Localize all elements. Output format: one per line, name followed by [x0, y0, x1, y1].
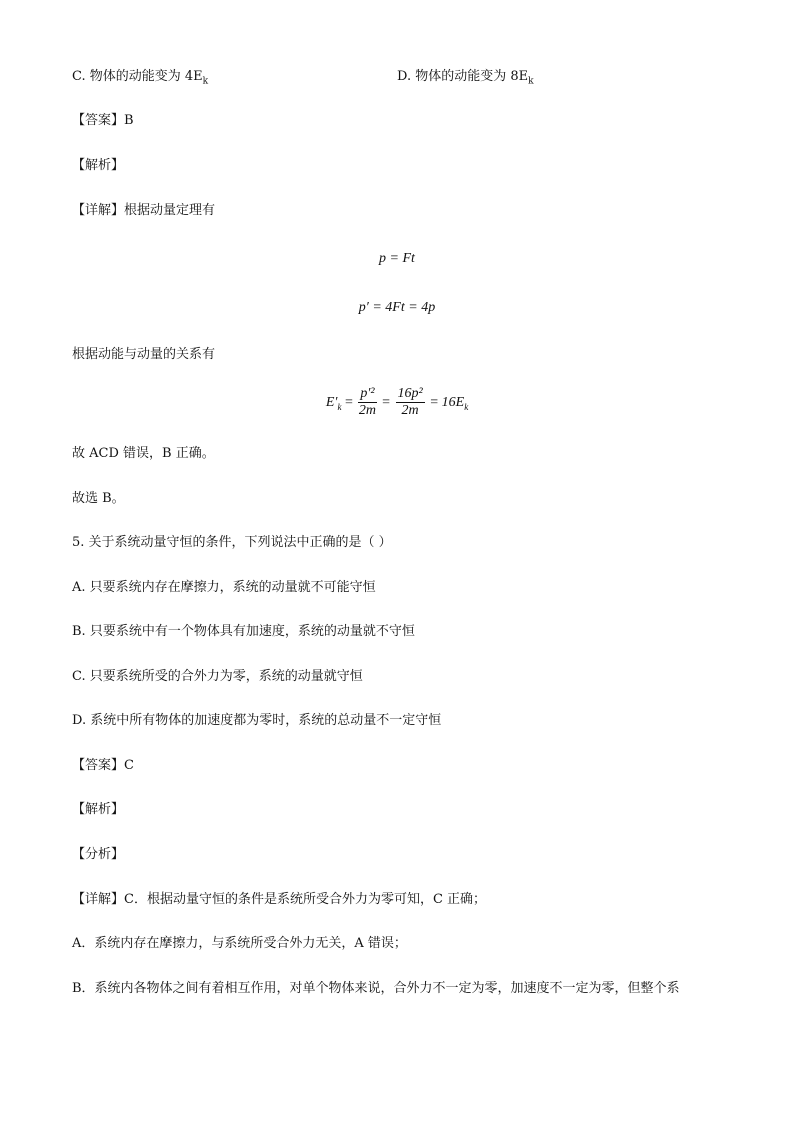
q5-analysis: 【解析】: [72, 802, 125, 817]
q4-detail: 【详解】根据动量定理有: [72, 203, 216, 218]
q5-answer: 【答案】C: [72, 758, 134, 773]
q5-option-d: D. 系统中所有物体的加速度都为零时，系统的总动量不一定守恒: [72, 713, 442, 728]
q4-equation-3: $E'_k$ = $\frac{\text{p′²}}{2m}$ = $\frac{\text{16p²}}{2m}$ = $16E_k$: [325, 386, 469, 419]
option-d-sub: k: [528, 76, 534, 87]
q5-option-a: A. 只要系统内存在摩擦力，系统的动量就不可能守恒: [72, 580, 376, 595]
q5-line-a: A．系统内存在摩擦力，与系统所受合外力无关，A 错误；: [72, 936, 407, 951]
option-d-text: D. 物体的动能变为 8E: [397, 69, 529, 84]
eq3-rhs: 16E: [441, 395, 465, 410]
option-c-text: C. 物体的动能变为 4E: [72, 69, 203, 84]
eq3-lhs-sub: k: [337, 401, 342, 412]
q4-relation: 根据动能与动量的关系有: [72, 347, 216, 362]
q5-stem: 5. 关于系统动量守恒的条件，下列说法中正确的是（ ）: [72, 535, 392, 550]
eq3-lhs: E′: [325, 395, 338, 410]
q4-answer: 【答案】B: [72, 113, 134, 128]
q4-choice: 故选 B。: [72, 491, 125, 506]
option-d-prev: [397, 68, 534, 91]
q4-equation-1: p = Ft: [379, 251, 415, 266]
option-c-prev: [72, 68, 208, 91]
q5-detail: 【详解】C．根据动量守恒的条件是系统所受合外力为零可知，C 正确；: [72, 892, 487, 907]
option-c-sub: k: [202, 76, 209, 87]
eq3-rhs-sub: k: [464, 401, 469, 412]
q5-option-c: C. 只要系统所受的合外力为零，系统的动量就守恒: [72, 669, 363, 684]
q5-option-b: B. 只要系统中有一个物体具有加速度，系统的动量就不守恒: [72, 624, 415, 639]
eq3-fraction-2: $\frac{\text{16p²}}{2m}$: [397, 386, 423, 419]
eq3-fraction-1: $\frac{\text{p′²}}{2m}$: [358, 386, 377, 419]
q4-conclusion: 故 ACD 错误，B 正确。: [72, 446, 215, 461]
q5-fenxi: 【分析】: [72, 847, 125, 862]
q4-analysis: 【解析】: [72, 158, 125, 173]
q5-line-b: B．系统内各物体之间有着相互作用，对单个物体来说，合外力不一定为零，加速度不一定为零，但整个系: [72, 981, 680, 996]
q4-equation-2: p′ = 4Ft = 4p: [358, 300, 436, 315]
